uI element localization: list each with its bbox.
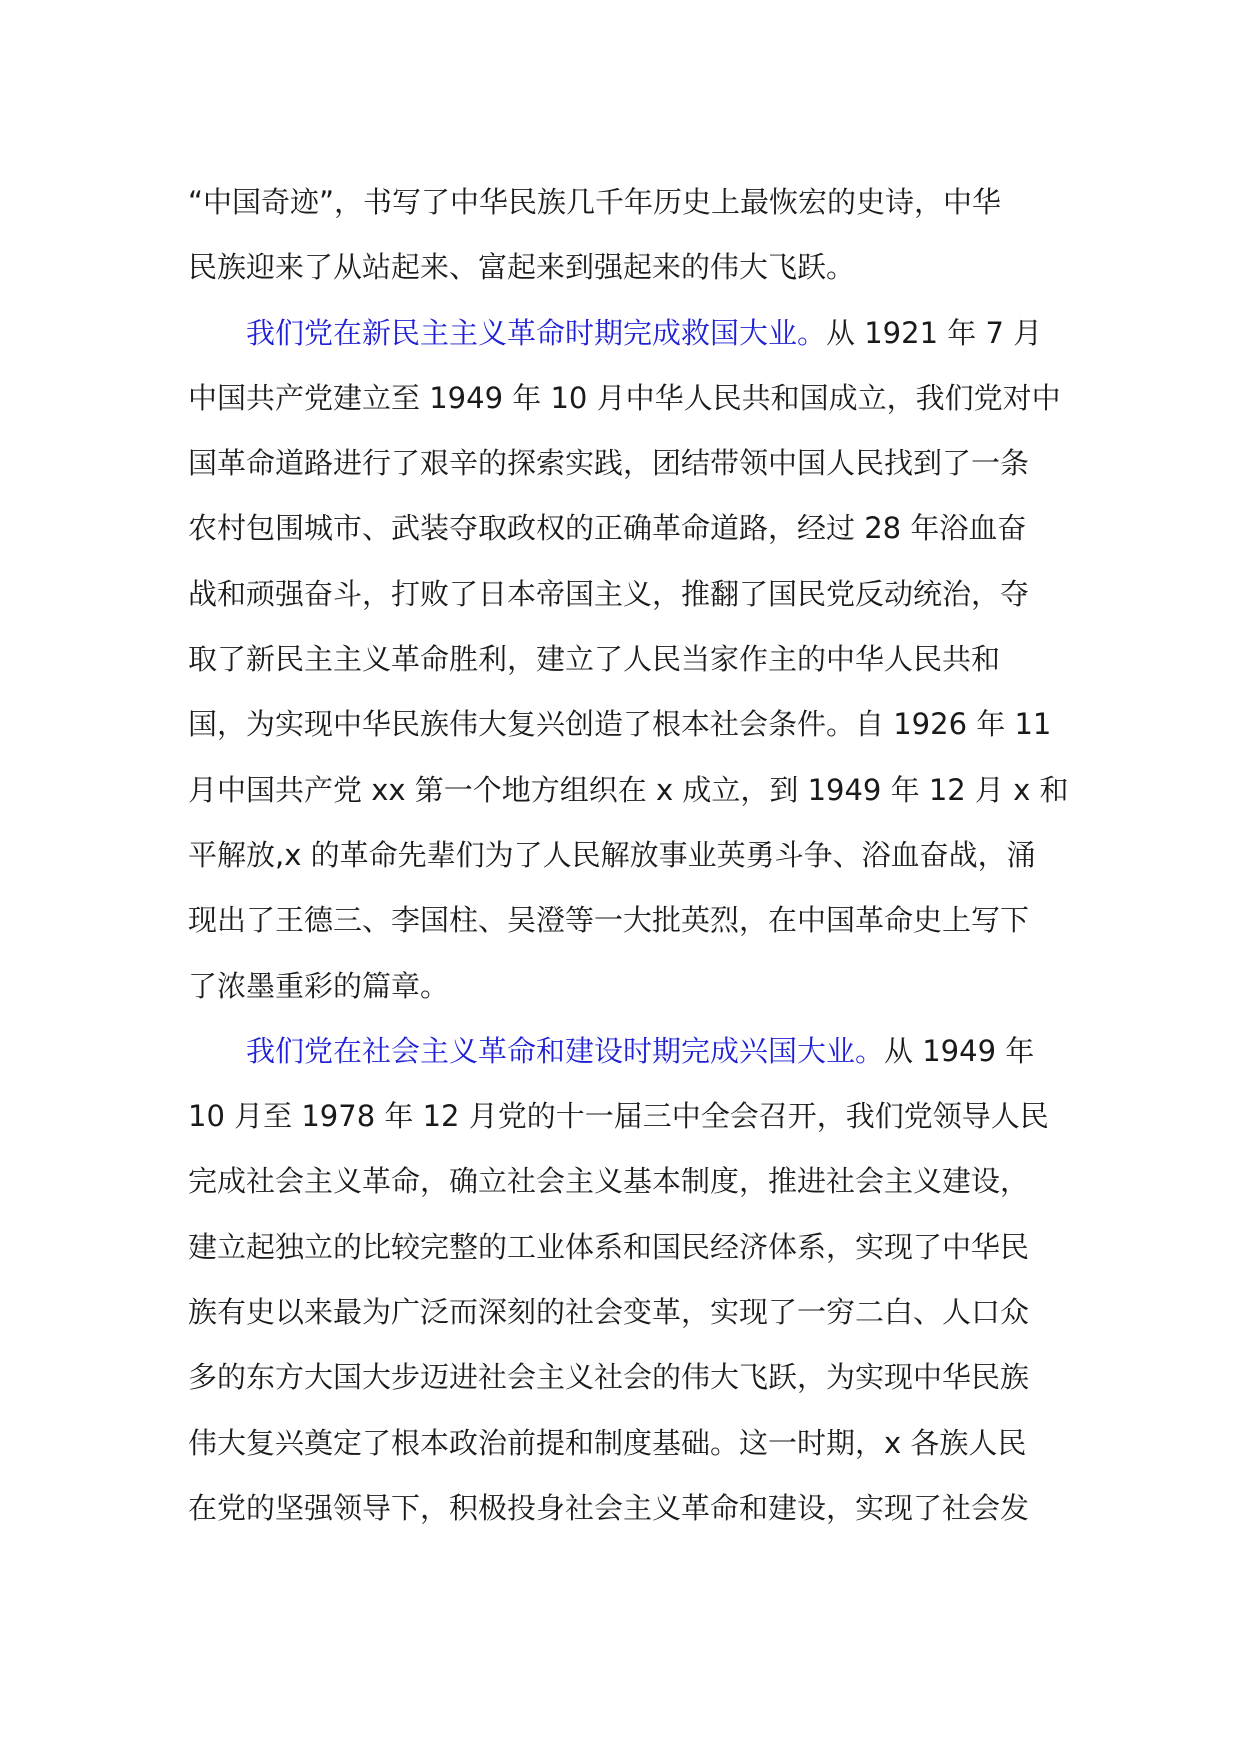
body-text: 伟大复兴奠定了根本政治前提和制度基础。这一时期，x 各族人民 [188,1425,1027,1460]
body-text: 从 1921 年 7 月 [826,315,1043,350]
text-line [188,301,1068,366]
body-text: 平解放,x 的革命先辈们为了人民解放事业英勇斗争、浴血奋战，涌 [188,837,1036,872]
body-text: 取了新民主主义革命胜利，建立了人民当家作主的中华人民共和 [188,642,1001,677]
body-text: 战和顽强奋斗，打败了日本帝国主义，推翻了国民党反动统治，夺 [188,576,1030,611]
text-line [188,1019,1068,1084]
section-heading: 我们党在新民主主义革命时期完成救国大业。 [246,315,827,350]
body-text: 族有史以来最为广泛而深刻的社会变革，实现了一穷二白、人口众 [188,1295,1030,1330]
text-line [188,888,1068,953]
text-line [188,758,1068,823]
text-line [188,496,1068,561]
paragraph [188,1019,1068,1541]
text-line [188,562,1068,627]
body-text: 多的东方大国大步迈进社会主义社会的伟大飞跃，为实现中华民族 [188,1360,1030,1395]
body-text: 民族迎来了从站起来、富起来到强起来的伟大飞跃。 [188,250,856,285]
text-line [188,954,1068,1019]
text-line [188,235,1068,300]
body-text: 国革命道路进行了艰辛的探索实践，团结带领中国人民找到了一条 [188,446,1030,481]
text-line [188,1280,1068,1345]
document-body [188,170,1068,1541]
text-line [188,692,1068,757]
paragraph [188,170,1068,301]
body-text: 从 1949 年 [884,1033,1035,1068]
body-text: “中国奇迹”，书写了中华民族几千年历史上最恢宏的史诗，中华 [188,185,1002,219]
text-line [188,1345,1068,1410]
body-text: 月中国共产党 xx 第一个地方组织在 x 成立，到 1949 年 12 月 x 和 [188,772,1069,807]
text-line [188,1215,1068,1280]
text-line [188,431,1068,496]
body-text: 完成社会主义革命，确立社会主义基本制度，推进社会主义建设， [188,1164,1030,1199]
text-line [188,1476,1068,1541]
text-line [188,170,1068,235]
text-line [188,1149,1068,1214]
body-text: 国，为实现中华民族伟大复兴创造了根本社会条件。自 1926 年 11 [188,707,1052,742]
body-text: 农村包围城市、武装夺取政权的正确革命道路，经过 28 年浴血奋 [188,511,1027,546]
text-line [188,823,1068,888]
paragraph [188,301,1068,1019]
text-line [188,366,1068,431]
text-line [188,1084,1068,1149]
section-heading: 我们党在社会主义革命和建设时期完成兴国大业。 [246,1033,885,1068]
body-text: 了浓墨重彩的篇章。 [188,968,450,1003]
body-text: 建立起独立的比较完整的工业体系和国民经济体系，实现了中华民 [188,1229,1030,1264]
body-text: 现出了王德三、李国柱、吴澄等一大批英烈，在中国革命史上写下 [188,903,1030,938]
body-text: 中国共产党建立至 1949 年 10 月中华人民共和国成立，我们党对中 [188,380,1061,415]
text-line [188,1411,1068,1476]
text-line [188,627,1068,692]
body-text: 10 月至 1978 年 12 月党的十一届三中全会召开，我们党领导人民 [188,1099,1049,1134]
body-text: 在党的坚强领导下，积极投身社会主义革命和建设，实现了社会发 [188,1490,1030,1525]
